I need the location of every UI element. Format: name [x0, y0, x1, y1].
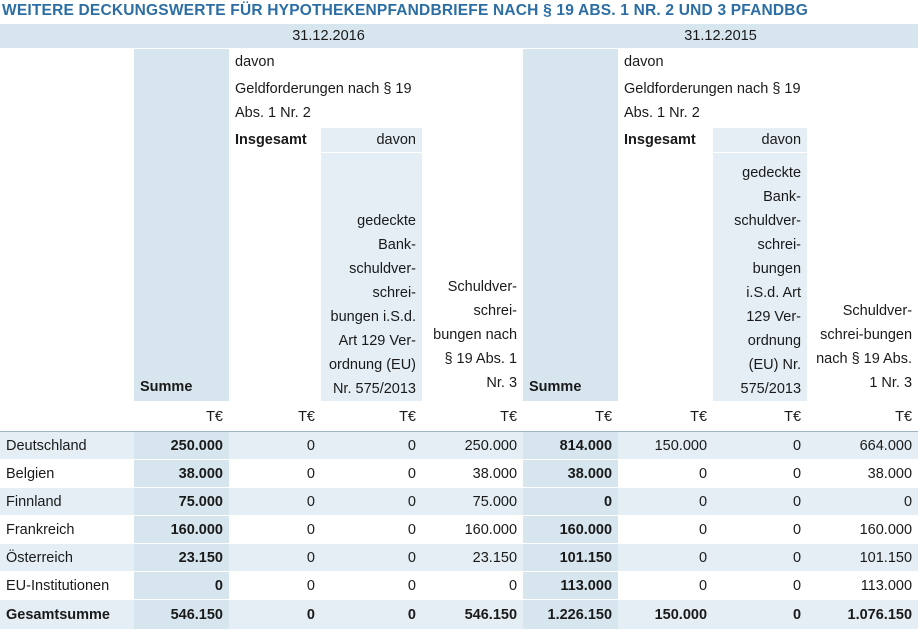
table-cell: 0 [618, 572, 713, 600]
table-cell: 160.000 [523, 516, 618, 544]
table-cell: 150.000 [618, 432, 713, 460]
table-cell: 0 [321, 544, 422, 572]
table-cell: 0 [618, 488, 713, 516]
table-cell: 250.000 [422, 432, 523, 460]
table-cell: 664.000 [807, 432, 918, 460]
unit-cell: T€ [321, 402, 422, 432]
table-cell: 814.000 [523, 432, 618, 460]
davon-label-2016: davon [235, 53, 275, 70]
schuldverschreibungen-header-2015: Schuldver-schrei-bungen nach § 19 Abs. 1 Nr. 3 [816, 303, 913, 391]
coverage-table [0, 23, 918, 629]
table-cell: 38.000 [523, 460, 618, 488]
table-cell: 38.000 [422, 460, 523, 488]
table-cell: 38.000 [807, 460, 918, 488]
table-cell: 101.150 [807, 544, 918, 572]
table-cell: 0 [713, 516, 807, 544]
country-label: EU-Institutionen [0, 572, 134, 600]
table-row [0, 572, 918, 600]
table-cell: 1.076.150 [807, 600, 918, 630]
country-label: Belgien [0, 460, 134, 488]
table-cell: 0 [134, 572, 229, 600]
table-title: WEITERE DECKUNGSWERTE FÜR HYPOTHEKENPFANDBRIEFE NACH § 19 ABS. 1 NR. 2 UND 3 PFANDBG [2, 2, 808, 19]
table-cell: 113.000 [807, 572, 918, 600]
table-cell: 0 [713, 544, 807, 572]
davon2-label-2015: davon [761, 132, 802, 148]
table-row [0, 460, 918, 488]
unit-cell: T€ [713, 402, 807, 432]
unit-cell: T€ [422, 402, 523, 432]
unit-cell: T€ [134, 402, 229, 432]
table-cell: 0 [229, 432, 321, 460]
table-cell: 0 [713, 460, 807, 488]
table-row [0, 432, 918, 460]
unit-cell: T€ [523, 402, 618, 432]
schuldverschreibungen-header-2016: Schuldver-schrei-bungen nach § 19 Abs. 1 Nr. 3 [433, 279, 518, 391]
insgesamt-header-2015: Insgesamt [624, 132, 696, 148]
table-row [0, 516, 918, 544]
country-label: Frankreich [0, 516, 134, 544]
table-cell: 0 [807, 488, 918, 516]
table-cell: 0 [618, 516, 713, 544]
table-cell: 150.000 [618, 600, 713, 630]
col-header-summe-2016: Summe [140, 379, 193, 395]
total-row [0, 600, 918, 630]
country-label: Österreich [0, 544, 134, 572]
table-cell: 23.150 [422, 544, 523, 572]
table-cell: 0 [321, 460, 422, 488]
table-cell: 0 [229, 600, 321, 630]
geldforderungen-header-2016: Geldforderungen nach § 19 Abs. 1 Nr. 2 [235, 81, 412, 121]
table-cell: 0 [321, 432, 422, 460]
country-label: Deutschland [0, 432, 134, 460]
corner-cell [0, 24, 134, 49]
table-cell: 113.000 [523, 572, 618, 600]
unit-cell: T€ [618, 402, 713, 432]
table-cell: 0 [713, 488, 807, 516]
unit-cell: T€ [229, 402, 321, 432]
table-cell: 0 [523, 488, 618, 516]
table-cell: 0 [713, 600, 807, 630]
table-cell: 0 [229, 516, 321, 544]
gedeckte-header-2016: gedeckte Bank-schuldver-schrei-bungen i.S.d. Art 129 Ver-ordnung (EU) Nr. 575/2013 [328, 213, 416, 397]
table-cell: 0 [321, 516, 422, 544]
table-cell: 160.000 [422, 516, 523, 544]
table-cell: 546.150 [134, 600, 229, 630]
table-cell: 160.000 [134, 516, 229, 544]
country-label: Finnland [0, 488, 134, 516]
table-cell: 0 [618, 460, 713, 488]
col-header-summe-2015: Summe [529, 379, 582, 395]
davon-label-2015: davon [624, 53, 664, 70]
table-cell: 101.150 [523, 544, 618, 572]
table-cell: 0 [321, 600, 422, 630]
table-cell: 0 [713, 432, 807, 460]
davon2-label-2016: davon [376, 132, 416, 148]
table-cell: 0 [229, 544, 321, 572]
insgesamt-header-2016: Insgesamt [235, 132, 307, 148]
table-cell: 1.226.150 [523, 600, 618, 630]
unit-cell: T€ [807, 402, 918, 432]
table-cell: 38.000 [134, 460, 229, 488]
table-cell: 0 [229, 572, 321, 600]
table-cell: 0 [229, 460, 321, 488]
total-label: Gesamtsumme [0, 600, 134, 630]
table-cell: 75.000 [134, 488, 229, 516]
table-cell: 160.000 [807, 516, 918, 544]
table-cell: 0 [321, 572, 422, 600]
table-row [0, 488, 918, 516]
table-cell: 0 [713, 572, 807, 600]
table-cell: 546.150 [422, 600, 523, 630]
table-cell: 23.150 [134, 544, 229, 572]
date-header-2015: 31.12.2015 [523, 24, 918, 49]
table-cell: 75.000 [422, 488, 523, 516]
table-cell: 0 [618, 544, 713, 572]
geldforderungen-header-2015: Geldforderungen nach § 19 Abs. 1 Nr. 2 [624, 81, 801, 121]
table-cell: 0 [321, 488, 422, 516]
date-header-2016: 31.12.2016 [134, 24, 523, 49]
table-row [0, 544, 918, 572]
table-cell: 250.000 [134, 432, 229, 460]
table-cell: 0 [422, 572, 523, 600]
gedeckte-header-2015: gedeckte Bank-schuldver-schrei-bungen i.S.d. Art 129 Ver-ordnung (EU) Nr. 575/2013 [734, 165, 802, 397]
table-cell: 0 [229, 488, 321, 516]
